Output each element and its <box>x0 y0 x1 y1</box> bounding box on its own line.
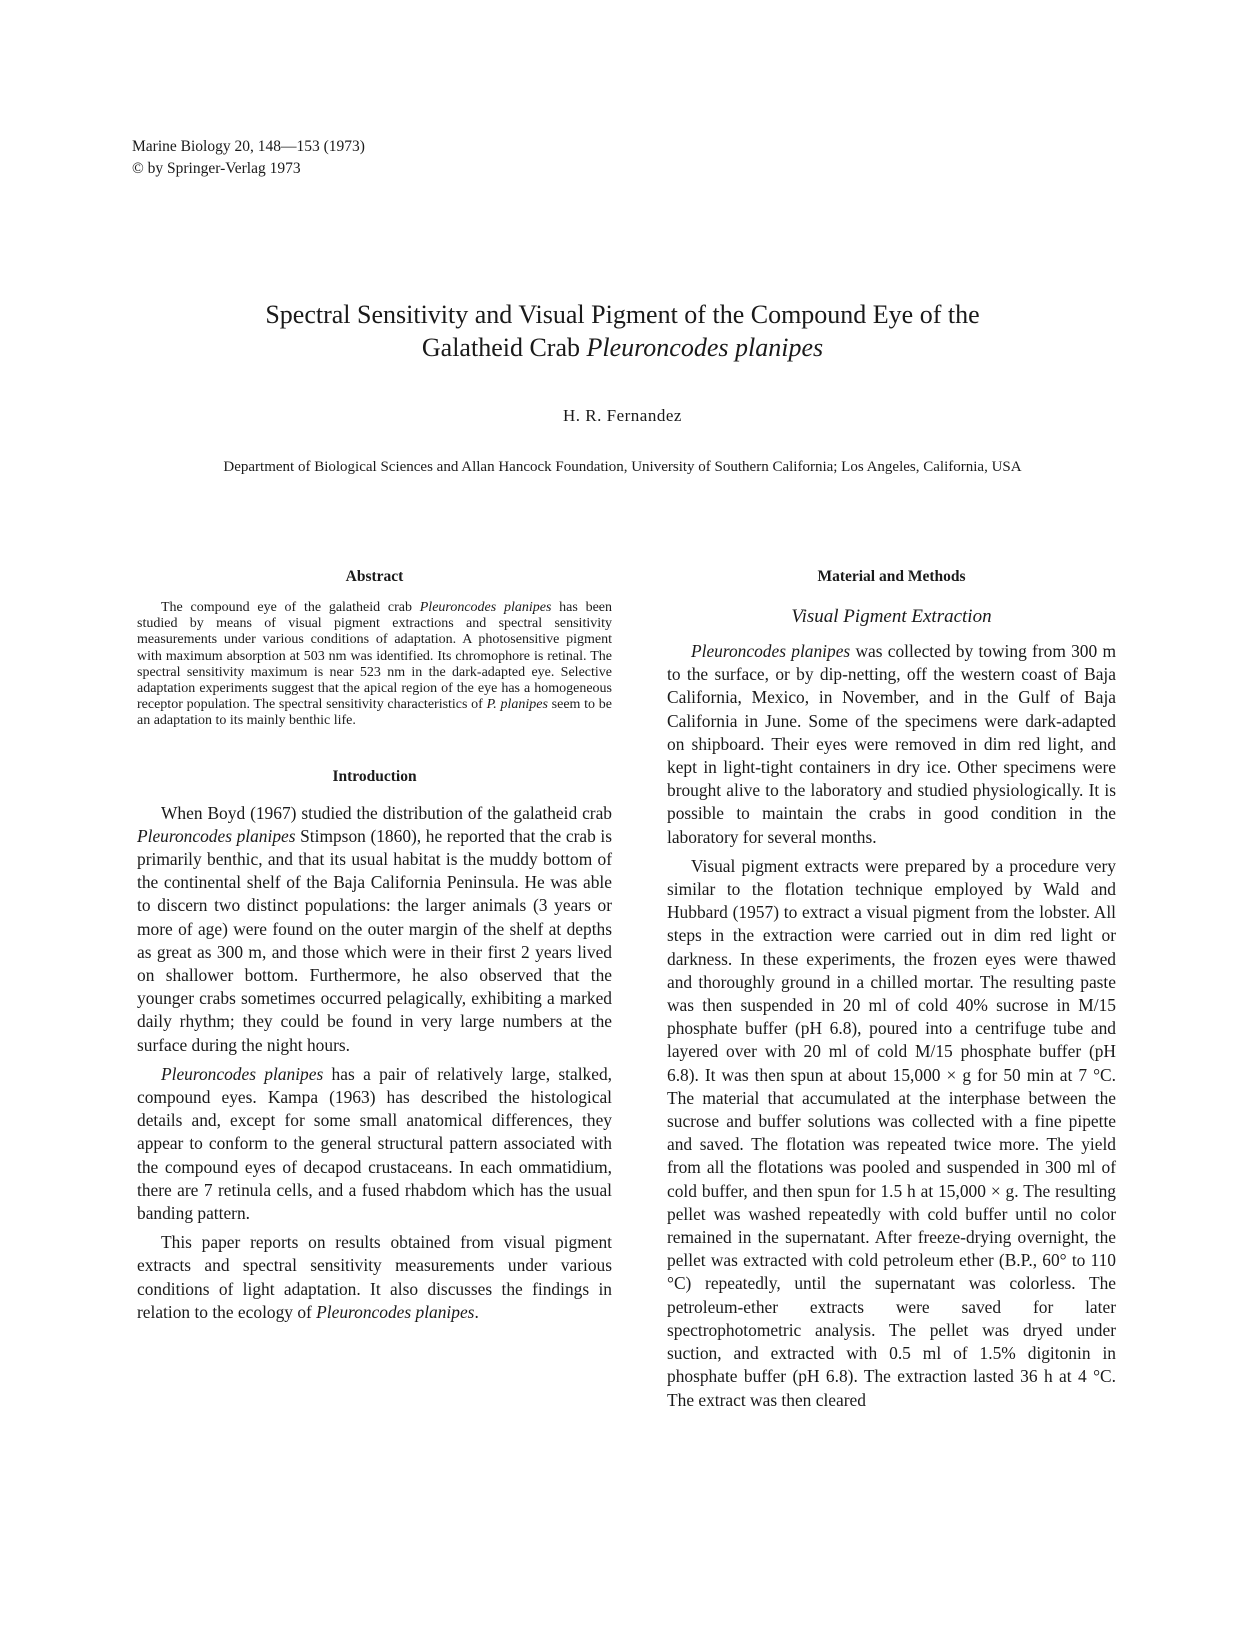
methods-paragraph-2: Visual pigment extracts were prepared by a procedure very similar to the flotation technique employed by Wald and Hubbard (1957) to extract a visual pigment from the lobster. All steps in the extraction were carried out in dim red light or darkness. In these experiments, the frozen eyes were thawed and thoroughly ground in a chilled mortar. The resulting paste was then suspended in 20 ml of cold 40% sucrose in M/15 phosphate buffer (pH 6.8), poured into a centrifuge tube and layered over with 20 ml of cold M/15 phosphate buffer (pH 6.8). It was then spun at about 15,000 × g for 50 min at 7 °C. The material that accumulated at the interphase between the sucrose and buffer solutions was collected with a fine pipette and saved. The flotation was repeated twice more. The yield from all the flotations was pooled and suspended in 300 ml of cold buffer, and then spun for 1.5 h at 15,000 × g. The resulting pellet was washed repeatedly with cold buffer until no color remained in the supernatant. After freeze-drying overnight, the pellet was extracted with cold petroleum ether (B.P., 60° to 110 °C) repeatedly, until the supernatant was colorless. The petroleum-ether extracts were saved for later spectrophotometric analysis. The pellet was dryed under suction, and extracted with 0.5 ml of 1.5% digitonin in phosphate buffer (pH 6.8). The extraction lasted 36 h at 4 °C. The extract was then cleared <box>667 855 1116 1410</box>
methods-p1-species: Pleuroncodes planipes <box>691 641 851 661</box>
methods-paragraph-1 <box>667 640 1116 849</box>
intro-paragraph-2 <box>137 1063 612 1225</box>
abstract-paragraph <box>137 600 612 730</box>
methods-p1-text: was collected by towing from 300 m to the surface, or by dip-netting, off the western coast of Baja California, Mexico, in November, and in the Gulf of Baja California in June. Some of the specimens were dark-adapted on shipboard. Their eyes were removed in dim red light, and kept in light-tight containers in dry ice. Other specimens were brought alive to the laboratory and studied physiologically. It is possible to maintain the crabs in good condition in the laboratory for several months. <box>667 641 1116 847</box>
abstract-species-1: Pleuroncodes planipes <box>419 600 552 615</box>
journal-citation-block <box>132 136 365 180</box>
intro-p1-text-b: Stimpson (1860), he reported that the crab is primarily benthic, and that its usual habitat is the muddy bottom of the continental shelf of the Baja California Peninsula. He was able to discern two distinct populations: the larger animals (3 years or more of age) were found on the outer margin of the shelf at depths as great as 300 m, and those which were in their first 2 years lived on shallower bottom. Furthermore, he also observed that the younger crabs sometimes occurred pelagically, exhibiting a marked daily rhythm; they could be found in very large numbers at the surface during the night hours. <box>137 825 612 1055</box>
right-column <box>667 568 1116 1418</box>
abstract-text-c: seem to be an adaptation to its mainly benthic life. <box>137 697 612 729</box>
abstract-text-b: has been studied by means of visual pigment extractions and spectral sensitivity measurements under various conditions of adaptation. A photosensitive pigment with maximum absorption at 503 nm was identified. Its chromophore is retinal. The spectral sensitivity maximum is near 523 nm in the dark-adapted eye. Selective adaptation experiments suggest that the apical region of the eye has a homogeneous receptor population. The spectral sensitivity characteristics of <box>137 600 613 713</box>
abstract-heading: Abstract <box>345 568 404 585</box>
intro-p2-text: has a pair of relatively large, stalked, compound eyes. Kampa (1963) has described the histological details and, except for some small anatomical differences, they appear to conform to the general structural pattern associated with the compound eyes of decapod crustaceans. In each ommatidium, there are 7 retinula cells, and a fused rhabdom which has the usual banding pattern. <box>137 1063 612 1224</box>
title-line-2 <box>0 331 1245 364</box>
left-column <box>137 568 612 1330</box>
title-line-1: Spectral Sensitivity and Visual Pigment of the Compound Eye of the <box>265 300 980 329</box>
abstract-species-2: P. planipes <box>486 697 548 713</box>
introduction-heading: Introduction <box>332 767 417 785</box>
intro-p3-species: Pleuroncodes planipes <box>316 1301 475 1322</box>
journal-copyright: © by Springer-Verlag 1973 <box>132 160 301 177</box>
journal-citation: Marine Biology 20, 148—153 (1973) <box>132 138 365 155</box>
author-name: H. R. Fernandez <box>563 406 682 425</box>
paper-title <box>0 298 1245 364</box>
intro-p3-text-a: This paper reports on results obtained from visual pigment extracts and spectral sensitivity measurements under various conditions of light adaptation. It also discusses the findings in relation to the ecology of <box>137 1232 612 1322</box>
intro-p3-text-b: . <box>474 1301 479 1322</box>
author-affiliation: Department of Biological Sciences and Allan Hancock Foundation, University of Southern California; Los Angeles, California, USA <box>223 459 1022 475</box>
methods-subheading: Visual Pigment Extraction <box>791 606 992 627</box>
methods-heading: Material and Methods <box>817 568 966 585</box>
intro-p2-species: Pleuroncodes planipes <box>161 1063 324 1084</box>
abstract-text-a: The compound eye of the galatheid crab <box>161 600 420 615</box>
intro-paragraph-1 <box>137 802 612 1057</box>
intro-p1-text-a: When Boyd (1967) studied the distribution of the galatheid crab <box>161 802 612 823</box>
title-line-2-plain: Galatheid Crab <box>421 333 587 362</box>
title-species-name: Pleuroncodes planipes <box>586 333 824 362</box>
intro-paragraph-3 <box>137 1231 612 1324</box>
intro-p1-species: Pleuroncodes planipes <box>137 825 296 846</box>
